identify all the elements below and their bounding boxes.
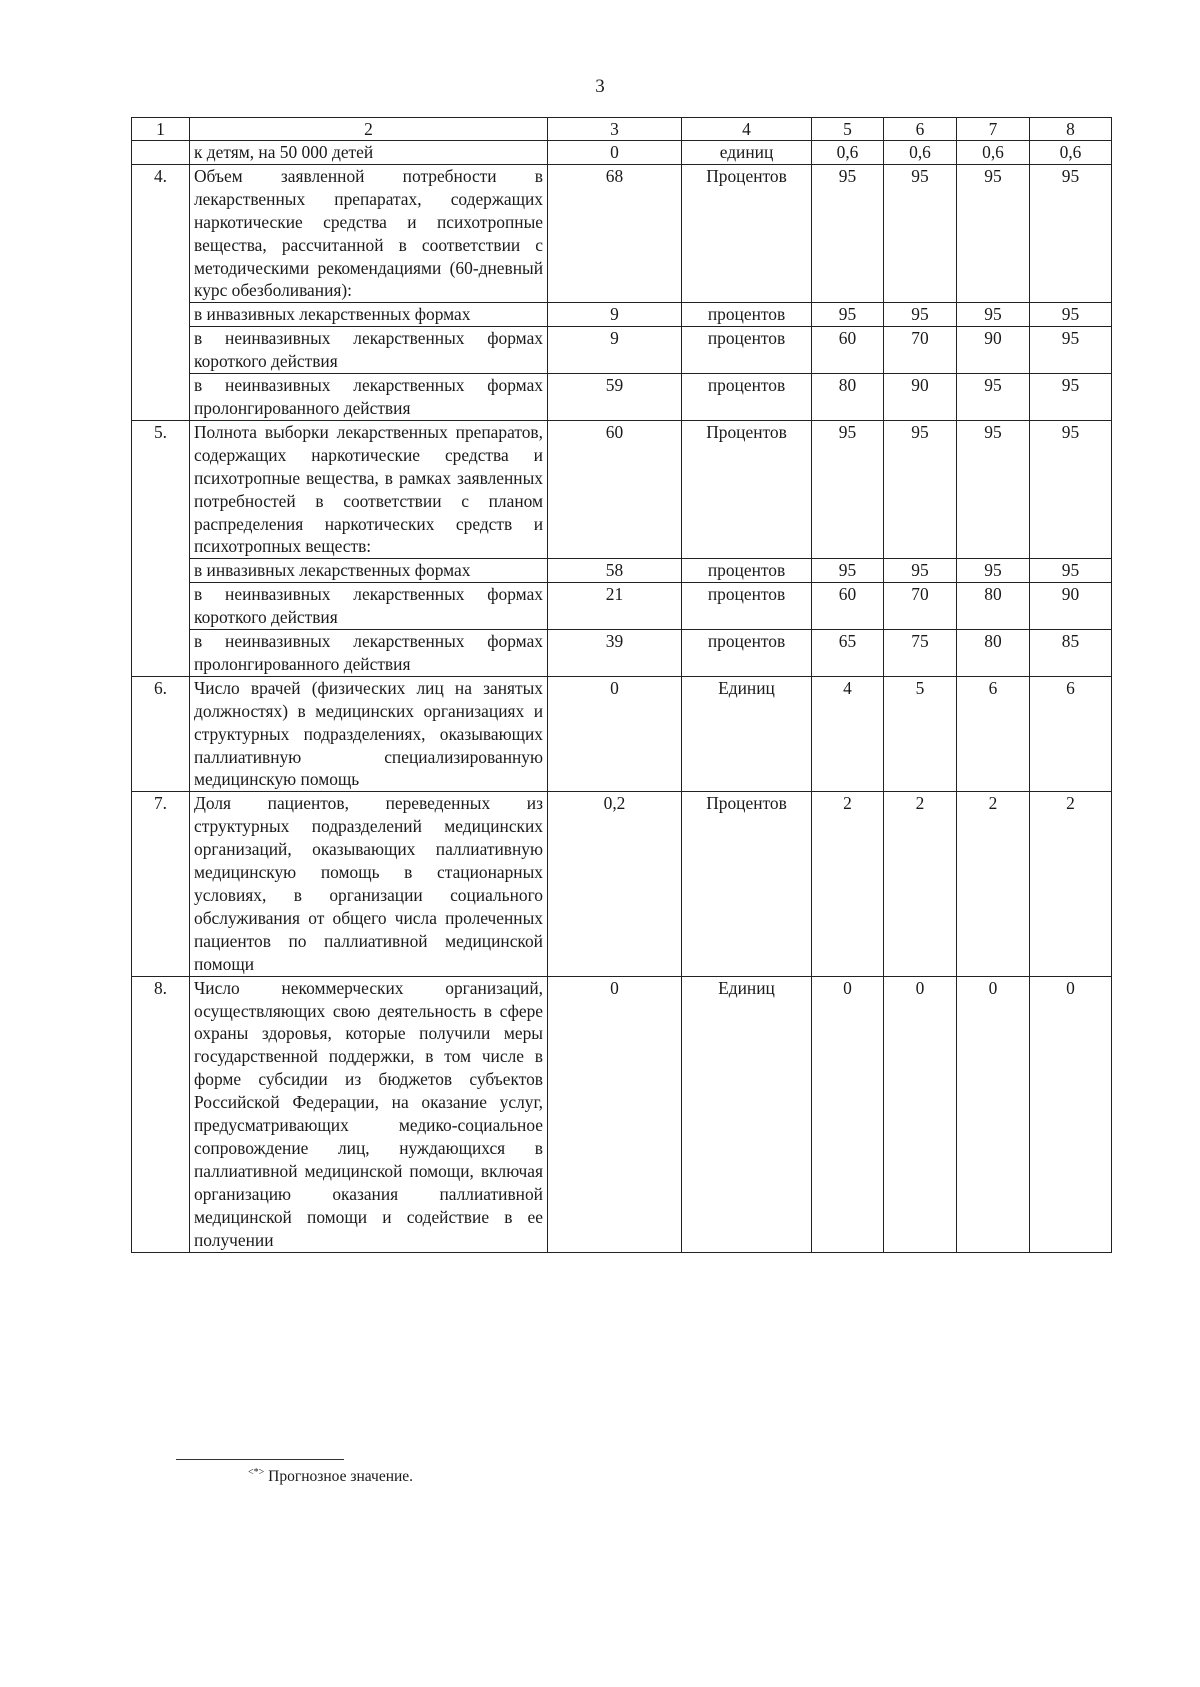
header-cell: 2: [190, 118, 548, 141]
value-col-6: 2: [884, 792, 957, 976]
value-col-7: 95: [957, 303, 1030, 327]
value-col-8: 0,6: [1030, 141, 1112, 165]
indicator-description: Число некоммерческих организаций, осуществляющих свою деятельность в сфере охраны здоровья, которые получили меры государственной поддержки, в том числе в форме субсидии из бюджетов субъектов Российской Федерации, на оказание услуг, предусматривающих медико-социальное сопровождение лиц, нуждающихся в паллиативной медицинской помощи, включая организацию оказания паллиативной медицинской помощи и содействие в ее получении: [190, 976, 548, 1252]
row-number: 8.: [132, 976, 190, 1252]
value-col-7: 0: [957, 976, 1030, 1252]
table-row: [132, 559, 1112, 583]
table-row: [132, 630, 1112, 677]
value-col-5: 65: [812, 630, 884, 677]
row-number: 4.: [132, 164, 190, 420]
unit: процентов: [682, 559, 812, 583]
base-value: 60: [548, 420, 682, 558]
value-col-6: 95: [884, 303, 957, 327]
value-col-6: 0,6: [884, 141, 957, 165]
value-col-7: 0,6: [957, 141, 1030, 165]
table-row: [132, 420, 1112, 558]
unit: Процентов: [682, 164, 812, 302]
header-cell: 8: [1030, 118, 1112, 141]
header-cell: 4: [682, 118, 812, 141]
indicator-description: в инвазивных лекарственных формах: [190, 303, 548, 327]
unit: процентов: [682, 630, 812, 677]
unit: процентов: [682, 374, 812, 421]
base-value: 9: [548, 303, 682, 327]
indicator-description: Число врачей (физических лиц на занятых должностях) в медицинских организациях и структурных подразделениях, оказывающих паллиативную специализированную медицинскую помощь: [190, 676, 548, 792]
value-col-7: 6: [957, 676, 1030, 792]
indicator-description: Полнота выборки лекарственных препаратов, содержащих наркотические средства и психотропные вещества, в рамках заявленных потребностей в соответствии с планом распределения наркотических средств и психотропных веществ:: [190, 420, 548, 558]
indicator-description: в инвазивных лекарственных формах: [190, 559, 548, 583]
page-number: 3: [595, 76, 605, 97]
value-col-5: 60: [812, 583, 884, 630]
table-row: [132, 327, 1112, 374]
value-col-8: 95: [1030, 420, 1112, 558]
value-col-8: 95: [1030, 374, 1112, 421]
value-col-5: 80: [812, 374, 884, 421]
unit: Процентов: [682, 420, 812, 558]
value-col-6: 75: [884, 630, 957, 677]
value-col-8: 90: [1030, 583, 1112, 630]
base-value: 0: [548, 976, 682, 1252]
base-value: 9: [548, 327, 682, 374]
value-col-5: 2: [812, 792, 884, 976]
row-number: 6.: [132, 676, 190, 792]
value-col-8: 0: [1030, 976, 1112, 1252]
unit: процентов: [682, 303, 812, 327]
unit: Единиц: [682, 976, 812, 1252]
value-col-8: 2: [1030, 792, 1112, 976]
value-col-7: 95: [957, 420, 1030, 558]
base-value: 39: [548, 630, 682, 677]
row-number: 7.: [132, 792, 190, 976]
row-number: 5.: [132, 420, 190, 676]
base-value: 21: [548, 583, 682, 630]
value-col-7: 90: [957, 327, 1030, 374]
base-value: 0: [548, 141, 682, 165]
base-value: 58: [548, 559, 682, 583]
value-col-6: 95: [884, 559, 957, 583]
value-col-5: 4: [812, 676, 884, 792]
table-row: [132, 676, 1112, 792]
value-col-5: 0: [812, 976, 884, 1252]
unit: единиц: [682, 141, 812, 165]
value-col-6: 95: [884, 420, 957, 558]
header-cell: 3: [548, 118, 682, 141]
table-header-row: [132, 118, 1112, 141]
header-cell: 5: [812, 118, 884, 141]
indicator-description: Объем заявленной потребности в лекарственных препаратах, содержащих наркотические средства и психотропные вещества, рассчитанной в соответствии с методическими рекомендациями (60-дневный курс обезболивания):: [190, 164, 548, 302]
value-col-6: 70: [884, 327, 957, 374]
value-col-6: 0: [884, 976, 957, 1252]
unit: процентов: [682, 583, 812, 630]
value-col-5: 95: [812, 559, 884, 583]
header-cell: 6: [884, 118, 957, 141]
table-row: [132, 374, 1112, 421]
table-row: [132, 792, 1112, 976]
value-col-8: 95: [1030, 164, 1112, 302]
base-value: 59: [548, 374, 682, 421]
value-col-5: 95: [812, 164, 884, 302]
unit: процентов: [682, 327, 812, 374]
table-row: [132, 303, 1112, 327]
indicator-description: в неинвазивных лекарственных формах пролонгированного действия: [190, 630, 548, 677]
value-col-7: 2: [957, 792, 1030, 976]
table-row: [132, 976, 1112, 1252]
footnote-marker: <*>: [248, 1467, 265, 1478]
value-col-8: 95: [1030, 327, 1112, 374]
header-cell: 7: [957, 118, 1030, 141]
header-cell: 1: [132, 118, 190, 141]
indicator-description: в неинвазивных лекарственных формах пролонгированного действия: [190, 374, 548, 421]
base-value: 0: [548, 676, 682, 792]
value-col-8: 6: [1030, 676, 1112, 792]
value-col-7: 95: [957, 374, 1030, 421]
value-col-6: 70: [884, 583, 957, 630]
base-value: 0,2: [548, 792, 682, 976]
row-number: [132, 141, 190, 165]
indicator-description: к детям, на 50 000 детей: [190, 141, 548, 165]
value-col-7: 80: [957, 583, 1030, 630]
table-row: [132, 164, 1112, 302]
value-col-7: 95: [957, 559, 1030, 583]
value-col-5: 60: [812, 327, 884, 374]
value-col-5: 0,6: [812, 141, 884, 165]
indicator-description: в неинвазивных лекарственных формах короткого действия: [190, 327, 548, 374]
value-col-8: 85: [1030, 630, 1112, 677]
indicators-table: [131, 117, 1112, 1253]
table-row: [132, 583, 1112, 630]
indicator-description: Доля пациентов, переведенных из структурных подразделений медицинских организаций, оказывающих паллиативную медицинскую помощь в стационарных условиях, в организации социального обслуживания от общего числа пролеченных пациентов по паллиативной медицинской помощи: [190, 792, 548, 976]
value-col-6: 90: [884, 374, 957, 421]
table-row: [132, 141, 1112, 165]
footnote: [248, 1463, 413, 1487]
value-col-7: 95: [957, 164, 1030, 302]
value-col-7: 80: [957, 630, 1030, 677]
footnote-text: Прогнозное значение.: [268, 1468, 414, 1485]
value-col-5: 95: [812, 303, 884, 327]
unit: Единиц: [682, 676, 812, 792]
value-col-6: 95: [884, 164, 957, 302]
value-col-6: 5: [884, 676, 957, 792]
unit: Процентов: [682, 792, 812, 976]
footnote-divider: [176, 1459, 344, 1460]
indicator-description: в неинвазивных лекарственных формах короткого действия: [190, 583, 548, 630]
value-col-8: 95: [1030, 303, 1112, 327]
value-col-8: 95: [1030, 559, 1112, 583]
value-col-5: 95: [812, 420, 884, 558]
base-value: 68: [548, 164, 682, 302]
